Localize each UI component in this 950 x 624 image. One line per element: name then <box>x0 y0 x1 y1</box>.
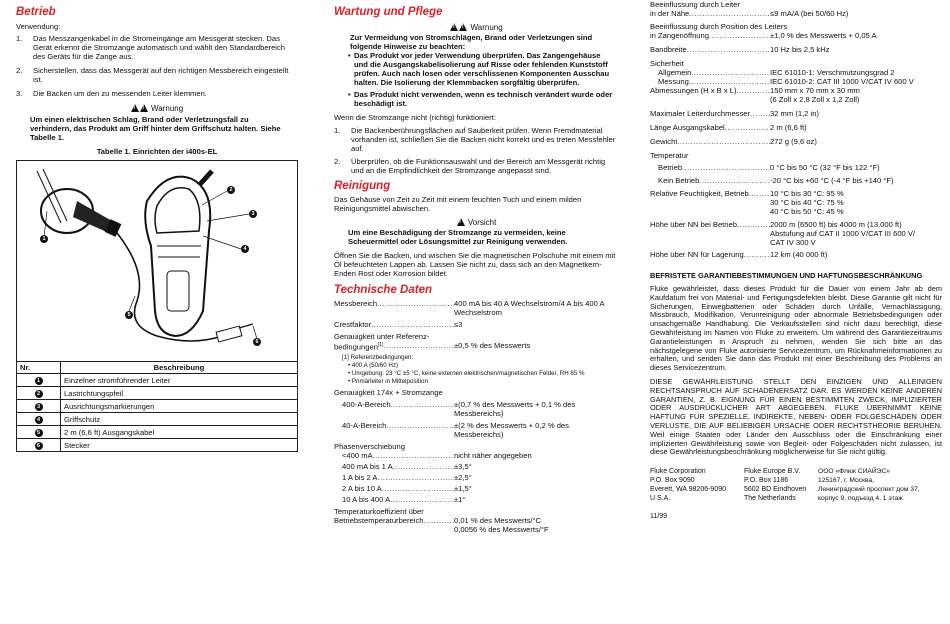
list-item: 1. Die Backenberührungsflächen auf Sauberkeit prüfen. Wenn Fremdmaterial vorhanden ist, schließen Sie die Backen nicht korrekt und es treten Messfehler auf. <box>334 126 616 153</box>
warning-heading: !! Warnung <box>334 23 619 33</box>
caution-triangle-icon <box>457 218 465 226</box>
spec-row: 2 A bis 10 A ..... ±1,5° <box>334 484 606 493</box>
warning-triangle-icon <box>131 104 139 112</box>
clamp-drawing <box>17 161 297 361</box>
spec-list <box>650 0 916 259</box>
spec-row: 0,0056 % des Messwerts/°F <box>454 524 549 534</box>
list-item: • Umgebung: 23 °C ±5 °C, keine externen elektrischen/magnetischen Felder, RH 65 % <box>348 369 585 377</box>
caution-heading: ! Vorsicht <box>334 218 619 228</box>
warning-bullet: • Das Produkt vor jeder Verwendung überprüfen. Das Zangengehäuse und die Ausgangskabelisolierung auf Risse oder fehlenden Kunststoff prüfen. Auch nach losen oder verschlissenen Komponenten Ausschau halten. Die Isolierung der Klemmbacken sorgfältig überprüfen. <box>348 51 610 87</box>
table-row: 3 Ausrichtungsmarkierungen <box>17 400 298 413</box>
table-row: 4 Griffschutz <box>17 413 298 426</box>
spec-row: 1 A bis 2 A ..... ±2,5° <box>334 473 606 482</box>
spec-row: Crestfaktor ..... ≤3 <box>334 320 606 329</box>
callout-1-icon: 1 <box>40 235 48 243</box>
spec-row: Kein Betrieb ..... -20 °C bis +60 °C (-4 °F bis +140 °F) <box>650 176 910 185</box>
column-header-nr: Nr. <box>17 362 61 374</box>
spec-row: <400 mA ..... nicht näher angegeben <box>334 451 606 460</box>
list-item: 3. Die Backen um den zu messenden Leiter klemmen. <box>16 89 207 98</box>
spec-row: in der Nähe ..... ≤9 mA/A (bei 50/60 Hz) <box>650 9 910 18</box>
warning-intro: Zur Vermeidung von Stromschlägen, Brand oder Verletzungen sind folgende Hinweise zu beachten: <box>350 33 593 51</box>
section-title-wartung: Wartung und Pflege <box>334 6 443 18</box>
spec-row: Bandbreite ..... 10 Hz bis 2,5 kHz <box>650 45 910 54</box>
column-betrieb <box>16 0 298 452</box>
number-badge-icon: 6 <box>35 442 43 450</box>
spec-row: Höhe über NN bei Betrieb ..... 2000 m (6500 ft) bis 4000 m (13.000 ft) <box>650 220 910 229</box>
section-title-reinigung: Reinigung <box>334 180 391 192</box>
table-row: 6 Stecker <box>17 439 298 452</box>
warning-bullet: • Das Produkt nicht verwenden, wenn es technisch verändert wurde oder beschädigt ist. <box>348 90 613 108</box>
table-row: 1 Einzelner stromführender Leiter <box>17 374 298 387</box>
list-item: • 400 A (50/60 Hz) <box>348 361 398 369</box>
not-working-intro: Wenn die Stromzange nicht (richtig) funktioniert: <box>334 113 496 122</box>
callout-3-icon: 3 <box>249 210 257 218</box>
spec-row: 40-A-Bereich ..... ±(2 % des Messwerts + 0,2 % des <box>334 421 606 430</box>
spec-row: in Zangenöffnung ..... ±1,0 % des Messwerts + 0,05 A <box>650 31 910 40</box>
table-row: 2 Lastrichtungspfeil <box>17 387 298 400</box>
warning-text: Um einen elektrischen Schlag, Brand oder Verletzungsfall zu verhindern, das Produkt am Griff hinter dem Griffschutz halten. Siehe Tabelle 1. <box>30 115 281 142</box>
caution-text: Um eine Beschädigung der Stromzange zu vermeiden, keine Scheuermittel oder Lösungsmittel zur Reinigung verwenden. <box>348 228 568 246</box>
spec-row: 40 °C bis 50 °C: 45 % <box>770 207 844 216</box>
spec-row: 30 °C bis 40 °C: 75 % <box>770 198 844 207</box>
number-badge-icon: 5 <box>35 429 43 437</box>
ref-conditions-title: [1] Referenzbedingungen: <box>342 353 414 361</box>
spec-row: Relative Feuchtigkeit, Betrieb ..... 10 °C bis 30 °C: 95 % <box>650 189 910 198</box>
spec-row: Abmessungen (H x B x L) ..... 150 mm x 70 mm x 30 mm <box>650 86 910 95</box>
spec-row: bedingungen[1] ..... ±0,5 % des Messwerts <box>334 341 606 352</box>
spec-row: Messbereichs) <box>454 408 504 418</box>
spec-row: Abstufung auf CAT II 1000 V/CAT III 600 V/ <box>770 229 916 238</box>
spec-row: 400 mA bis 1 A ..... ±3,5° <box>334 462 606 471</box>
spec-row: Wechselstrom <box>454 308 502 317</box>
spec-row: Messbereich ..... 400 mA bis 40 A Wechselstrom/4 A bis 400 A <box>334 299 606 308</box>
spec-label: Beeinflussung durch Leiter <box>650 0 740 9</box>
spec-row: Maximaler Leiterdurchmesser ..... 32 mm (1,2 in) <box>650 109 910 118</box>
address-fluke-corporation: Fluke Corporation P.O. Box 9090 Everett, WA 98206-9090 U.S.A. <box>650 468 727 503</box>
number-badge-icon: 4 <box>35 416 43 424</box>
table-caption: Tabelle 1. Einrichten der i400s-EL <box>96 147 218 156</box>
spec-row: Betriebstemperaturbereich ..... 0,01 % des Messwerts/°C <box>334 516 606 525</box>
section-title-betrieb: Betrieb <box>16 6 56 18</box>
address-fluke-cis: ООО «Флюк СИАЙЭС» 125167, г. Москва, Ленинградский проспект дом 37, корпус 9, подъезд 4, 1 этаж <box>818 468 920 503</box>
spec-label: Temperaturkoeffizient über <box>334 506 424 516</box>
spec-row: Gewicht ..... 272 g (9,6 oz) <box>650 137 910 146</box>
callout-6-icon: 6 <box>253 338 261 346</box>
parts-table <box>16 361 298 452</box>
spec-row: Messbereichs) <box>454 429 504 439</box>
spec-row: Länge Ausgangskabel ..... 2 m (6,6 ft) <box>650 123 910 132</box>
warranty-title: BEFRISTETE GARANTIEBESTIMMUNGEN UND HAFTUNGSBESCHRÄNKUNG <box>650 271 923 280</box>
section-title-technische-daten: Technische Daten <box>334 284 432 296</box>
spec-label: Genauigkeit unter Referenz- <box>334 332 430 341</box>
cleaning-text: Das Gehäuse von Zeit zu Zeit mit einem feuchten Tuch und einem milden Reinigungsmittel abwischen. <box>334 195 582 213</box>
spec-row: 10 A bis 400 A ..... ±1° <box>334 495 606 504</box>
callout-2-icon: 2 <box>227 186 235 194</box>
warning-triangle-icon <box>140 104 148 112</box>
address-block <box>650 467 942 503</box>
spec-row: Messung ..... IEC 61010-2: CAT III 1000 V/CAT IV 600 V <box>650 77 910 86</box>
usage-steps <box>16 34 298 98</box>
warning-triangle-icon <box>459 23 467 31</box>
warranty-paragraph: DIESE GEWÄHRLEISTUNG STELLT DEN EINZIGEN UND ALLEINIGEN RECHTSANSPRUCH AUF SCHADENERSATZ DAR. ES WERDEN KEINE ANDEREN GARANTIEN, Z. B. EIGNUNG FÜR EINEN BESTIMMTEN ZWECK, IMPLIZIERTER ODER AUSDRÜCKLICHER ART ABGEGEBEN. FLUKE ÜBERNIMMT KEINE HAFTUNG FÜR SPEZIELLE, INDIREKTE, NEBEN- ODER FOLGESCHÄDEN ODER VERLUSTE, DIE AUF BELIEBIGER URSACHE ODER RECHTSTHEORIE BERUHEN. Weil einige Staaten oder Länder den Ausschluss oder die Einschränkung einer implizierten Gewährleistung sowie von Begleit- oder Folgeschäden nicht zulassen, ist diese Gewährleistungsbeschränkung möglicherweise für Sie nicht gültig. <box>650 376 942 457</box>
warning-heading: !! Warnung <box>16 104 298 114</box>
spec-row: (6 Zoll x 2,8 Zoll x 1,2 Zoll) <box>770 95 860 104</box>
callout-5-icon: 5 <box>125 311 133 319</box>
spec-row: Betrieb ..... 0 °C bis 50 °C (32 °F bis 122 °F) <box>650 163 910 172</box>
table-header-row <box>17 362 298 374</box>
number-badge-icon: 2 <box>35 390 43 398</box>
spec-list <box>334 299 606 534</box>
list-item: 2. Sicherstellen, dass das Messgerät auf den richtigen Messbereich eingestellt ist. <box>16 66 289 84</box>
table-row: 5 2 m (6,6 ft) Ausgangskabel <box>17 426 298 439</box>
warning-triangle-icon <box>450 23 458 31</box>
spec-label: Genauigkeit 174x + Stromzange <box>334 387 443 397</box>
clamp-illustration <box>16 160 298 362</box>
column-specs-warranty <box>650 0 942 521</box>
cleaning-paragraph: Öffnen Sie die Backen, und wischen Sie die magnetischen Polschuhe mit einem mit Öl befeuchteten Lappen ab. Lassen Sie nicht zu, dass sich an den Magnetkern-Enden Rost oder Korrosion bildet. <box>334 251 616 278</box>
spec-row: Allgemein ..... IEC 61010-1: Verschmutzungsgrad 2 <box>650 68 910 77</box>
spec-row: CAT IV 300 V <box>770 238 816 247</box>
spec-label: Sicherheit <box>650 59 684 68</box>
spec-row: 400-A-Bereich ..... ±(0,7 % des Messwerts + 0,1 % des <box>334 400 606 409</box>
spec-row: Höhe über NN für Lagerung ..... 12 km (40 000 ft) <box>650 250 910 259</box>
spec-label: Temperatur <box>650 151 689 160</box>
list-item: • Primärleiter in Mittelposition <box>348 377 428 385</box>
list-item: 2. Überprüfen, ob die Funktionsauswahl und der Bereich am Messgerät richtig und an die Empfindlichkeit der Stromzange angepasst sind. <box>334 157 606 175</box>
column-wartung <box>334 0 619 534</box>
warranty-paragraph: Fluke gewährleistet, dass dieses Produkt für die Dauer von einem Jahr ab dem Kaufdatum frei von Material- und Fertigungsdefekten bleibt. Diese Garantie gilt nicht für Sicherungen, Einwegbatterien oder Schäden durch Unfälle, Vernachlässigung, Missbrauch, Modifikation, Verunreinigung oder abnormale Betriebsbedingungen oder unsachgemäße Handhabung. Die Verkaufsstellen sind nicht dazu berechtigt, diese Gewährleistung im Namen von Fluke zu erweitern. Um während des Garantiezeitraums Garantieleistungen in Anspruch zu nehmen, wenden Sie sich bitte an das nächstgelegene von Fluke autorisierte Servicezentrum, um Rücknahmeinformationen zu erhalten, und senden Sie dann das Produkt mit einer Beschreibung des Problems an dieses Servicezentrum. <box>650 284 942 373</box>
number-badge-icon: 1 <box>35 377 43 385</box>
spec-label: Beeinflussung durch Position des Leiters <box>650 22 788 31</box>
number-badge-icon: 3 <box>35 403 43 411</box>
document-date: 11/99 <box>650 513 667 521</box>
usage-intro: Verwendung: <box>16 22 61 31</box>
list-item: 1. Das Messzangenkabel in die Stromeingänge am Messgerät stecken. Das Gerät erkennt die Stromzange automatisch und wählt den Standardbereich des Geräts für die Zange aus. <box>16 34 286 61</box>
spec-label: Phasenverschiebung <box>334 441 405 451</box>
column-header-description: Beschreibung <box>61 362 298 374</box>
callout-4-icon: 4 <box>241 245 249 253</box>
address-fluke-europe: Fluke Europe B.V. P.O. Box 1186 5602 BD Eindhoven The Netherlands <box>744 468 807 503</box>
